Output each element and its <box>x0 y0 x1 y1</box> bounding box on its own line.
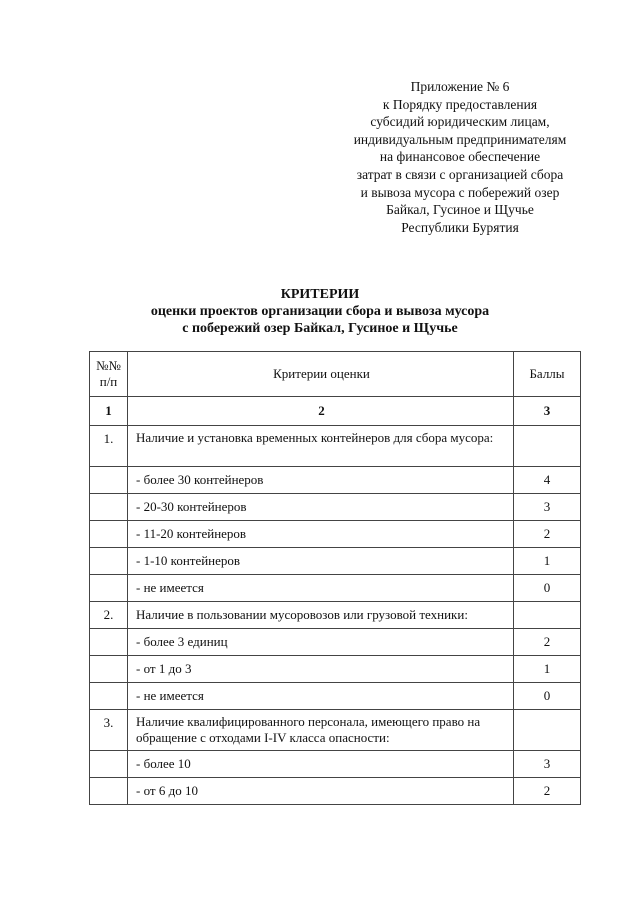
header-num-line1: №№ <box>96 358 121 373</box>
row-criteria: - не имеется <box>128 575 514 602</box>
appendix-line: субсидий юридическим лицам, <box>370 114 550 130</box>
row-criteria: - не имеется <box>128 683 514 710</box>
table-row <box>90 494 581 521</box>
appendix-line: Приложение № 6 <box>410 79 510 94</box>
row-num <box>90 575 128 602</box>
appendix-line: Байкал, Гусиное и Щучье <box>386 202 534 218</box>
appendix-line: Республики Бурятия <box>401 219 519 235</box>
header-num <box>90 352 128 397</box>
table-row <box>90 683 581 710</box>
row-criteria: - от 1 до 3 <box>128 656 514 683</box>
appendix-line: индивидуальным предпринимателям <box>353 131 567 147</box>
table-row <box>90 467 581 494</box>
row-num <box>90 656 128 683</box>
row-num <box>90 494 128 521</box>
table-row <box>90 710 581 751</box>
row-criteria: - более 30 контейнеров <box>128 467 514 494</box>
row-score: 0 <box>514 575 581 602</box>
row-criteria: Наличие и установка временных контейнеров для сбора мусора: <box>128 426 514 467</box>
row-criteria: - более 10 <box>128 751 514 778</box>
table-index-row <box>90 397 581 426</box>
row-num <box>90 521 128 548</box>
row-criteria: - от 6 до 10 <box>128 778 514 805</box>
row-num <box>90 629 128 656</box>
row-score: 2 <box>514 629 581 656</box>
table-row <box>90 751 581 778</box>
appendix-line: на финансовое обеспечение <box>379 149 541 165</box>
row-score: 1 <box>514 548 581 575</box>
row-score: 0 <box>514 683 581 710</box>
row-criteria: - 20-30 контейнеров <box>128 494 514 521</box>
index-col-1: 1 <box>90 397 128 426</box>
row-score: 3 <box>514 751 581 778</box>
row-criteria: Наличие в пользовании мусоровозов или грузовой техники: <box>128 602 514 629</box>
appendix-line: к Порядку предоставления <box>382 96 538 112</box>
table-row <box>90 629 581 656</box>
table-row <box>90 548 581 575</box>
row-score <box>514 710 581 751</box>
table-row <box>90 602 581 629</box>
header-score: Баллы <box>514 352 581 397</box>
appendix-line: затрат в связи с организацией сбора <box>356 166 564 182</box>
row-num <box>90 548 128 575</box>
appendix-line: и вывоза мусора с побережий озер <box>360 184 560 200</box>
row-num <box>90 778 128 805</box>
header-num-line2: п/п <box>99 374 118 389</box>
row-criteria: - 11-20 контейнеров <box>128 521 514 548</box>
row-num: 1. <box>90 426 128 467</box>
document-heading <box>0 286 640 337</box>
header-criteria: Критерии оценки <box>128 352 514 397</box>
row-num <box>90 751 128 778</box>
heading-subtitle-1: оценки проектов организации сбора и вывоза мусора <box>150 304 490 319</box>
table-row <box>90 656 581 683</box>
row-criteria: - более 3 единиц <box>128 629 514 656</box>
table-row <box>90 521 581 548</box>
row-score <box>514 426 581 467</box>
row-criteria: - 1-10 контейнеров <box>128 548 514 575</box>
row-num: 2. <box>90 602 128 629</box>
criteria-table <box>89 351 581 805</box>
index-col-2: 2 <box>128 397 514 426</box>
row-num <box>90 467 128 494</box>
table-row <box>90 778 581 805</box>
row-score <box>514 602 581 629</box>
table-row <box>90 575 581 602</box>
row-criteria: Наличие квалифицированного персонала, имеющего право на обращение с отходами I-IV класса опасности: <box>128 710 514 751</box>
row-score: 3 <box>514 494 581 521</box>
heading-subtitle-2: с побережий озер Байкал, Гусиное и Щучье <box>182 321 458 336</box>
table-row <box>90 426 581 467</box>
appendix-block <box>330 78 590 236</box>
row-score: 2 <box>514 521 581 548</box>
row-num: 3. <box>90 710 128 751</box>
heading-title: КРИТЕРИИ <box>280 287 360 302</box>
row-score: 1 <box>514 656 581 683</box>
row-score: 4 <box>514 467 581 494</box>
index-col-3: 3 <box>514 397 581 426</box>
row-num <box>90 683 128 710</box>
row-score: 2 <box>514 778 581 805</box>
table-header-row <box>90 352 581 397</box>
